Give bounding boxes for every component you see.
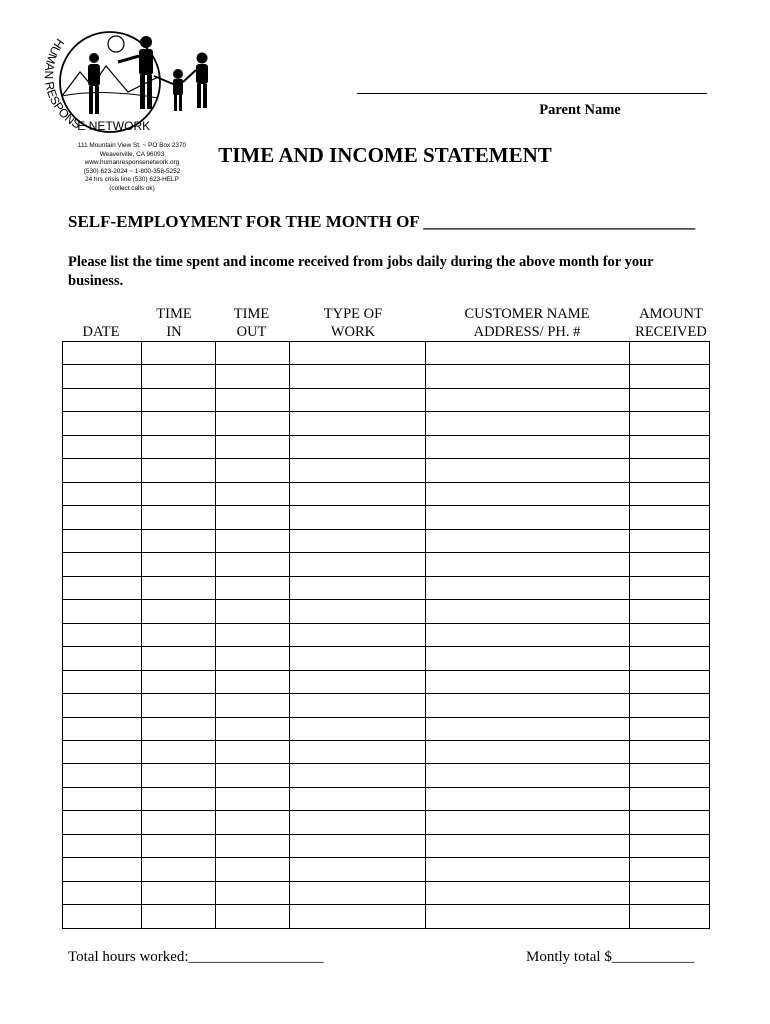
cell-time-in[interactable] xyxy=(142,670,216,693)
cell-date[interactable] xyxy=(63,811,142,834)
cell-time-in[interactable] xyxy=(142,905,216,929)
cell-date[interactable] xyxy=(63,647,142,670)
cell-time-in[interactable] xyxy=(142,858,216,881)
cell-type-of-work[interactable] xyxy=(290,858,426,881)
table-row xyxy=(63,905,710,929)
cell-amount[interactable] xyxy=(630,647,710,670)
cell-date[interactable] xyxy=(63,506,142,529)
cell-amount[interactable] xyxy=(630,740,710,763)
header-customer-line1: CUSTOMER NAME xyxy=(464,306,590,322)
cell-time-out[interactable] xyxy=(216,905,290,929)
cell-customer[interactable] xyxy=(426,553,630,576)
cell-amount[interactable] xyxy=(630,600,710,623)
cell-type-of-work[interactable] xyxy=(290,623,426,646)
month-field-label: SELF-EMPLOYMENT FOR THE MONTH OF ________________________________ xyxy=(68,212,696,231)
table-row xyxy=(63,740,710,763)
header-date xyxy=(62,323,140,341)
cell-time-out[interactable] xyxy=(216,787,290,810)
cell-type-of-work[interactable] xyxy=(290,647,426,670)
cell-amount[interactable] xyxy=(630,342,710,365)
cell-date[interactable] xyxy=(63,787,142,810)
cell-time-in[interactable] xyxy=(142,717,216,740)
header-time-in xyxy=(141,305,207,341)
cell-type-of-work[interactable] xyxy=(290,834,426,857)
cell-time-in[interactable] xyxy=(142,553,216,576)
cell-amount[interactable] xyxy=(630,482,710,505)
human-response-network-logo xyxy=(40,26,222,144)
header-type-line2: WORK xyxy=(330,324,376,340)
table-row xyxy=(63,717,710,740)
cell-customer[interactable] xyxy=(426,694,630,717)
cell-amount[interactable] xyxy=(630,623,710,646)
cell-time-in[interactable] xyxy=(142,811,216,834)
header-customer xyxy=(425,305,629,341)
cell-amount[interactable] xyxy=(630,576,710,599)
header-time-in-line2: IN xyxy=(166,324,182,340)
cell-amount[interactable] xyxy=(630,388,710,411)
table-row xyxy=(63,435,710,458)
cell-customer[interactable] xyxy=(426,506,630,529)
cell-customer[interactable] xyxy=(426,435,630,458)
org-collect-note: (collect calls ok) xyxy=(109,184,155,192)
cell-time-out[interactable] xyxy=(216,576,290,599)
header-time-in-line1: TIME xyxy=(156,306,192,322)
org-phone: (530) 623-2024 ~ 1-800-358-5252 xyxy=(83,167,181,175)
cell-customer[interactable] xyxy=(426,811,630,834)
table-row xyxy=(63,694,710,717)
cell-type-of-work[interactable] xyxy=(290,576,426,599)
cell-time-in[interactable] xyxy=(142,388,216,411)
cell-time-in[interactable] xyxy=(142,787,216,810)
cell-time-in[interactable] xyxy=(142,623,216,646)
cell-customer[interactable] xyxy=(426,623,630,646)
org-website: www.humanresponsenetwork.org xyxy=(84,159,180,167)
header-time-out-line2: OUT xyxy=(236,324,267,340)
cell-date[interactable] xyxy=(63,482,142,505)
table-row xyxy=(63,553,710,576)
cell-type-of-work[interactable] xyxy=(290,435,426,458)
org-name: HUMAN RESPONSE NETWORK xyxy=(41,36,151,133)
cell-time-out[interactable] xyxy=(216,529,290,552)
parent-name-line[interactable] xyxy=(357,93,707,94)
cell-time-in[interactable] xyxy=(142,576,216,599)
cell-customer[interactable] xyxy=(426,576,630,599)
cell-time-out[interactable] xyxy=(216,365,290,388)
org-crisis-line: 24 hrs crisis line (530) 623-HELP xyxy=(85,176,179,184)
cell-amount[interactable] xyxy=(630,670,710,693)
cell-time-out[interactable] xyxy=(216,342,290,365)
cell-amount[interactable] xyxy=(630,905,710,929)
cell-type-of-work[interactable] xyxy=(290,787,426,810)
cell-date[interactable] xyxy=(63,459,142,482)
cell-time-in[interactable] xyxy=(142,764,216,787)
table-row xyxy=(63,787,710,810)
cell-time-in[interactable] xyxy=(142,881,216,904)
cell-time-in[interactable] xyxy=(142,435,216,458)
cell-amount[interactable] xyxy=(630,764,710,787)
cell-time-out[interactable] xyxy=(216,388,290,411)
table-row xyxy=(63,858,710,881)
cell-amount[interactable] xyxy=(630,787,710,810)
table-row xyxy=(63,365,710,388)
cell-time-out[interactable] xyxy=(216,740,290,763)
cell-type-of-work[interactable] xyxy=(290,482,426,505)
cell-amount[interactable] xyxy=(630,412,710,435)
table-row xyxy=(63,342,710,365)
table-row xyxy=(63,670,710,693)
page-title: TIME AND INCOME STATEMENT xyxy=(218,143,552,167)
cell-customer[interactable] xyxy=(426,342,630,365)
cell-date[interactable] xyxy=(63,740,142,763)
cell-customer[interactable] xyxy=(426,717,630,740)
header-type-line1: TYPE OF xyxy=(323,306,383,322)
table-row xyxy=(63,881,710,904)
table-row xyxy=(63,482,710,505)
cell-time-out[interactable] xyxy=(216,482,290,505)
cell-customer[interactable] xyxy=(426,529,630,552)
cell-date[interactable] xyxy=(63,670,142,693)
table-row xyxy=(63,647,710,670)
cell-type-of-work[interactable] xyxy=(290,600,426,623)
cell-date[interactable] xyxy=(63,388,142,411)
cell-type-of-work[interactable] xyxy=(290,905,426,929)
cell-time-out[interactable] xyxy=(216,811,290,834)
table-row xyxy=(63,506,710,529)
cell-time-out[interactable] xyxy=(216,694,290,717)
cell-time-out[interactable] xyxy=(216,764,290,787)
cell-type-of-work[interactable] xyxy=(290,388,426,411)
time-income-table xyxy=(62,341,710,929)
cell-time-in[interactable] xyxy=(142,694,216,717)
cell-date[interactable] xyxy=(63,342,142,365)
header-time-out xyxy=(215,305,288,341)
cell-type-of-work[interactable] xyxy=(290,342,426,365)
cell-type-of-work[interactable] xyxy=(290,881,426,904)
cell-time-in[interactable] xyxy=(142,412,216,435)
cell-time-out[interactable] xyxy=(216,553,290,576)
cell-time-out[interactable] xyxy=(216,600,290,623)
cell-customer[interactable] xyxy=(426,365,630,388)
cell-type-of-work[interactable] xyxy=(290,811,426,834)
cell-time-out[interactable] xyxy=(216,506,290,529)
cell-date[interactable] xyxy=(63,764,142,787)
cell-date[interactable] xyxy=(63,600,142,623)
cell-time-out[interactable] xyxy=(216,834,290,857)
cell-date[interactable] xyxy=(63,553,142,576)
cell-time-out[interactable] xyxy=(216,858,290,881)
cell-amount[interactable] xyxy=(630,459,710,482)
cell-time-out[interactable] xyxy=(216,459,290,482)
cell-type-of-work[interactable] xyxy=(290,764,426,787)
cell-time-in[interactable] xyxy=(142,482,216,505)
cell-customer[interactable] xyxy=(426,764,630,787)
header-date-label: DATE xyxy=(82,324,120,340)
cell-date[interactable] xyxy=(63,694,142,717)
table-row xyxy=(63,412,710,435)
cell-customer[interactable] xyxy=(426,482,630,505)
header-type-of-work xyxy=(289,305,417,341)
table-body xyxy=(63,342,710,929)
cell-date[interactable] xyxy=(63,881,142,904)
cell-customer[interactable] xyxy=(426,388,630,411)
table-row xyxy=(63,576,710,599)
cell-time-in[interactable] xyxy=(142,647,216,670)
cell-amount[interactable] xyxy=(630,834,710,857)
cell-amount[interactable] xyxy=(630,553,710,576)
cell-type-of-work[interactable] xyxy=(290,740,426,763)
cell-time-in[interactable] xyxy=(142,365,216,388)
org-address-line: Weaverville, CA 96093 xyxy=(99,150,165,158)
cell-amount[interactable] xyxy=(630,881,710,904)
cell-type-of-work[interactable] xyxy=(290,459,426,482)
cell-date[interactable] xyxy=(63,435,142,458)
cell-amount[interactable] xyxy=(630,365,710,388)
cell-customer[interactable] xyxy=(426,905,630,929)
header-time-out-line1: TIME xyxy=(233,306,270,322)
cell-time-out[interactable] xyxy=(216,881,290,904)
cell-customer[interactable] xyxy=(426,412,630,435)
cell-customer[interactable] xyxy=(426,858,630,881)
cell-date[interactable] xyxy=(63,529,142,552)
cell-time-out[interactable] xyxy=(216,647,290,670)
cell-date[interactable] xyxy=(63,623,142,646)
cell-time-out[interactable] xyxy=(216,435,290,458)
cell-amount[interactable] xyxy=(630,811,710,834)
cell-date[interactable] xyxy=(63,858,142,881)
cell-customer[interactable] xyxy=(426,647,630,670)
cell-date[interactable] xyxy=(63,412,142,435)
cell-type-of-work[interactable] xyxy=(290,694,426,717)
cell-time-out[interactable] xyxy=(216,623,290,646)
table-row xyxy=(63,834,710,857)
table-row xyxy=(63,529,710,552)
cell-type-of-work[interactable] xyxy=(290,529,426,552)
cell-date[interactable] xyxy=(63,834,142,857)
cell-customer[interactable] xyxy=(426,834,630,857)
total-hours-field[interactable]: Total hours worked:__________________ xyxy=(68,949,324,965)
cell-type-of-work[interactable] xyxy=(290,670,426,693)
table-row xyxy=(63,811,710,834)
cell-date[interactable] xyxy=(63,576,142,599)
header-customer-line2: ADDRESS/ PH. # xyxy=(473,324,581,340)
table-row xyxy=(63,764,710,787)
monthly-total-field[interactable]: Montly total $___________ xyxy=(526,949,695,965)
cell-amount[interactable] xyxy=(630,506,710,529)
table-row xyxy=(63,623,710,646)
header-amount-line2: RECEIVED xyxy=(635,324,707,340)
cell-amount[interactable] xyxy=(630,717,710,740)
cell-type-of-work[interactable] xyxy=(290,506,426,529)
cell-time-in[interactable] xyxy=(142,529,216,552)
cell-time-in[interactable] xyxy=(142,459,216,482)
cell-time-out[interactable] xyxy=(216,717,290,740)
cell-time-in[interactable] xyxy=(142,342,216,365)
org-address-line: 111 Mountain View St. ~ PO Box 2370 xyxy=(77,142,187,149)
cell-time-in[interactable] xyxy=(142,506,216,529)
cell-amount[interactable] xyxy=(630,694,710,717)
cell-customer[interactable] xyxy=(426,600,630,623)
cell-time-out[interactable] xyxy=(216,412,290,435)
cell-customer[interactable] xyxy=(426,670,630,693)
cell-date[interactable] xyxy=(63,905,142,929)
parent-name-label: Parent Name xyxy=(539,102,621,118)
cell-customer[interactable] xyxy=(426,787,630,810)
table-row xyxy=(63,388,710,411)
table-row xyxy=(63,600,710,623)
cell-amount[interactable] xyxy=(630,435,710,458)
cell-type-of-work[interactable] xyxy=(290,412,426,435)
cell-type-of-work[interactable] xyxy=(290,365,426,388)
cell-type-of-work[interactable] xyxy=(290,717,426,740)
header-amount-line1: AMOUNT xyxy=(639,306,703,322)
header-amount xyxy=(629,305,713,341)
cell-customer[interactable] xyxy=(426,881,630,904)
cell-customer[interactable] xyxy=(426,740,630,763)
cell-type-of-work[interactable] xyxy=(290,553,426,576)
cell-time-in[interactable] xyxy=(142,834,216,857)
cell-amount[interactable] xyxy=(630,858,710,881)
cell-time-in[interactable] xyxy=(142,600,216,623)
cell-amount[interactable] xyxy=(630,529,710,552)
cell-customer[interactable] xyxy=(426,459,630,482)
cell-date[interactable] xyxy=(63,365,142,388)
cell-time-out[interactable] xyxy=(216,670,290,693)
cell-date[interactable] xyxy=(63,717,142,740)
table-row xyxy=(63,459,710,482)
cell-time-in[interactable] xyxy=(142,740,216,763)
instructions-text: Please list the time spent and income received from jobs daily during the above month for your business. xyxy=(68,254,654,289)
